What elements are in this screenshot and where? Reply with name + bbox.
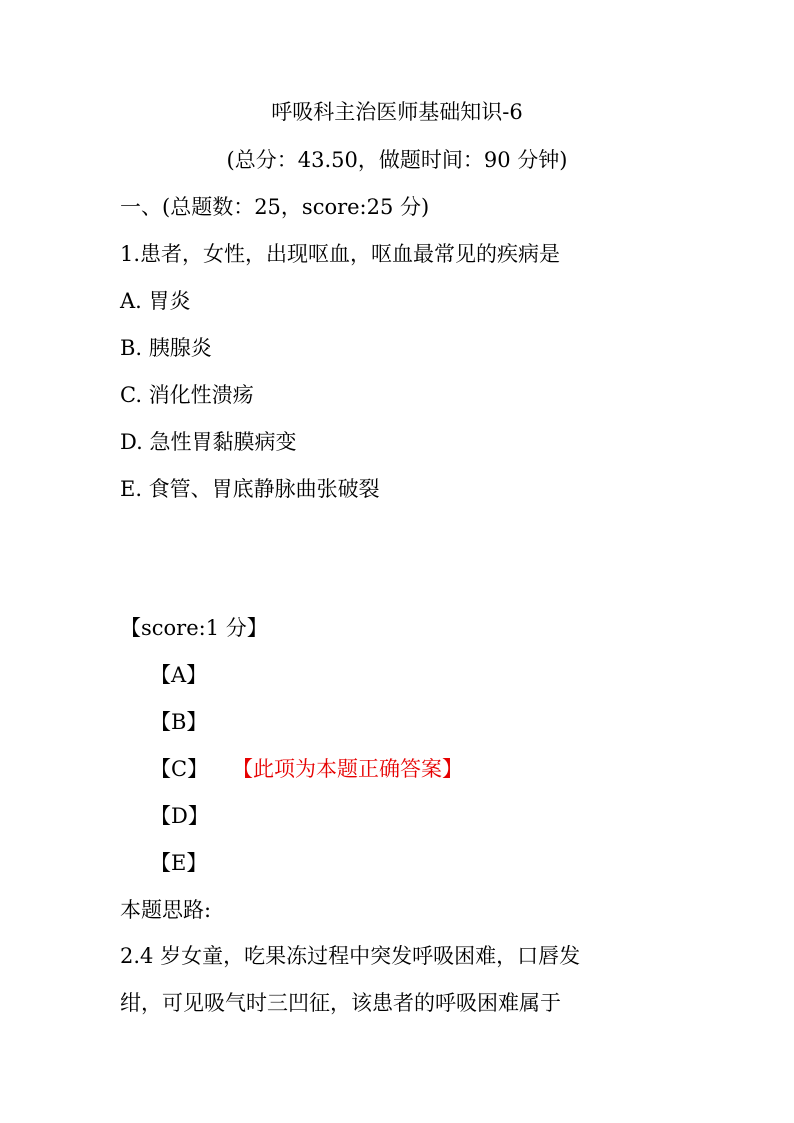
document-title: 呼吸科主治医师基础知识-6 (271, 100, 523, 124)
answer-choice-a: 【A】 (150, 663, 208, 687)
question-1-stem: 1.患者，女性，出现呕血，呕血最常见的疾病是 (120, 242, 561, 266)
question-1-option-e: E. 食管、胃底静脉曲张破裂 (120, 477, 380, 501)
answer-choice-d: 【D】 (150, 804, 209, 828)
document-subtitle: (总分：43.50，做题时间：90 分钟) (226, 148, 568, 172)
question-2-stem-line-2: 绀，可见吸气时三凹征，该患者的呼吸困难属于 (120, 991, 561, 1015)
question-2-stem-line-1: 2.4 岁女童，吃果冻过程中突发呼吸困难，口唇发 (120, 944, 581, 968)
question-1-option-b: B. 胰腺炎 (120, 336, 212, 360)
question-1-option-c: C. 消化性溃疡 (120, 383, 254, 407)
question-1-option-d: D. 急性胃黏膜病变 (120, 430, 297, 454)
answer-choice-e: 【E】 (150, 851, 208, 875)
correct-answer-note: 【此项为本题正确答案】 (232, 757, 463, 781)
explanation-label: 本题思路: (120, 898, 212, 922)
section-heading: 一、(总题数：25，score:25 分) (120, 195, 430, 219)
answer-choice-c: 【C】 (150, 757, 209, 781)
question-1-option-a: A. 胃炎 (120, 289, 191, 313)
question-1-score: 【score:1 分】 (120, 616, 268, 640)
answer-choice-b: 【B】 (150, 710, 208, 734)
